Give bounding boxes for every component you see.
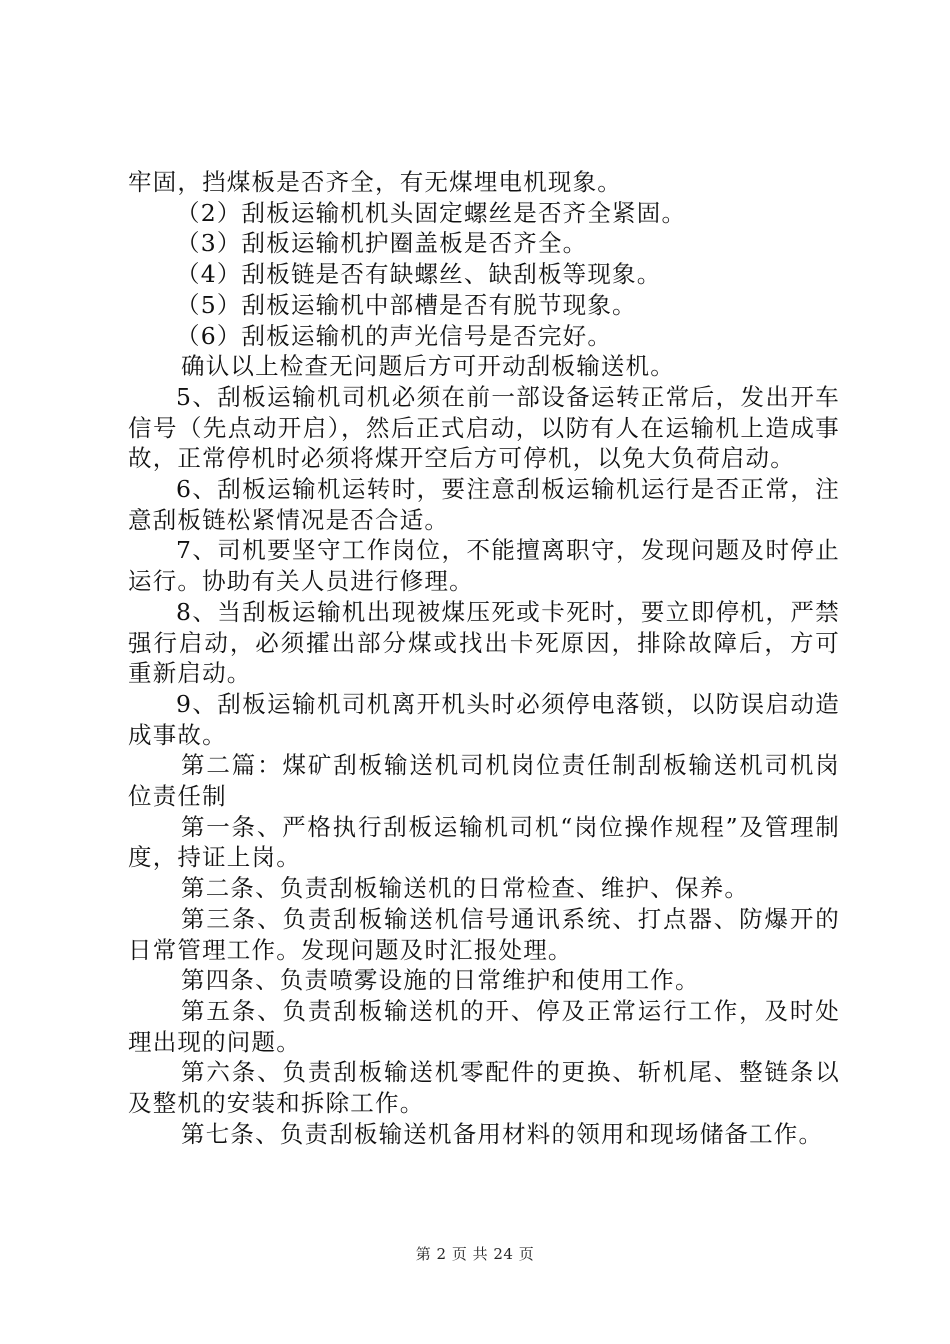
document-body: [128, 167, 840, 1150]
paragraph: 8、当刮板运输机出现被煤压死或卡死时，要立即停机，严禁强行启动，必须攉出部分煤或找出卡死原因，排除故障后，方可重新启动。: [128, 597, 840, 688]
paragraph: 6、刮板运输机运转时，要注意刮板运输机运行是否正常，注意刮板链松紧情况是否合适。: [128, 475, 840, 534]
paragraph: 第二条、负责刮板输送机的日常检查、维护、保养。: [181, 874, 750, 903]
paragraph: （6）刮板运输机的声光信号是否完好。: [176, 321, 613, 350]
paragraph: 第一条、严格执行刮板运输机司机“岗位操作规程”及管理制度，持证上岗。: [128, 812, 840, 872]
page-footer: 第 2 页 共 24 页: [415, 1245, 535, 1263]
paragraph: 第七条、负责刮板输送机备用材料的领用和现场储备工作。: [181, 1119, 824, 1148]
paragraph: 5、刮板运输机司机必须在前一部设备运转正常后，发出开车信号（先点动开启），然后正式启动，以防有人在运输机上造成事故，正常停机时必须将煤开空后方可停机，以免大负荷启动。: [128, 382, 840, 473]
paragraph: 牢固，挡煤板是否齐全，有无煤埋电机现象。: [128, 168, 622, 196]
paragraph: （3）刮板运输机护圈盖板是否齐全。: [176, 229, 588, 258]
paragraph: 确认以上检查无问题后方可开动刮板输送机。: [181, 352, 675, 381]
paragraph: 第三条、负责刮板输送机信号通讯系统、打点器、防爆开的日常管理工作。发现问题及时汇报处理。: [128, 904, 840, 964]
paragraph: 第四条、负责喷雾设施的日常维护和使用工作。: [181, 966, 700, 995]
paragraph: 第二篇：煤矿刮板输送机司机岗位责任制刮板输送机司机岗位责任制: [128, 751, 840, 811]
paragraph: 9、刮板运输机司机离开机头时必须停电落锁，以防误启动造成事故。: [128, 689, 840, 749]
paragraph: （5）刮板运输机中部槽是否有脱节现象。: [176, 290, 637, 319]
paragraph: （2）刮板运输机机头固定螺丝是否齐全紧固。: [176, 198, 687, 227]
paragraph: 第五条、负责刮板输送机的开、停及正常运行工作，及时处理出现的问题。: [128, 996, 840, 1056]
paragraph: 第六条、负责刮板输送机零配件的更换、斩机尾、整链条以及整机的安装和拆除工作。: [128, 1058, 840, 1118]
paragraph: （4）刮板链是否有缺螺丝、缺刮板等现象。: [176, 260, 662, 289]
paragraph: 7、司机要坚守工作岗位，不能擅离职守，发现问题及时停止运行。协助有关人员进行修理。: [128, 536, 840, 596]
